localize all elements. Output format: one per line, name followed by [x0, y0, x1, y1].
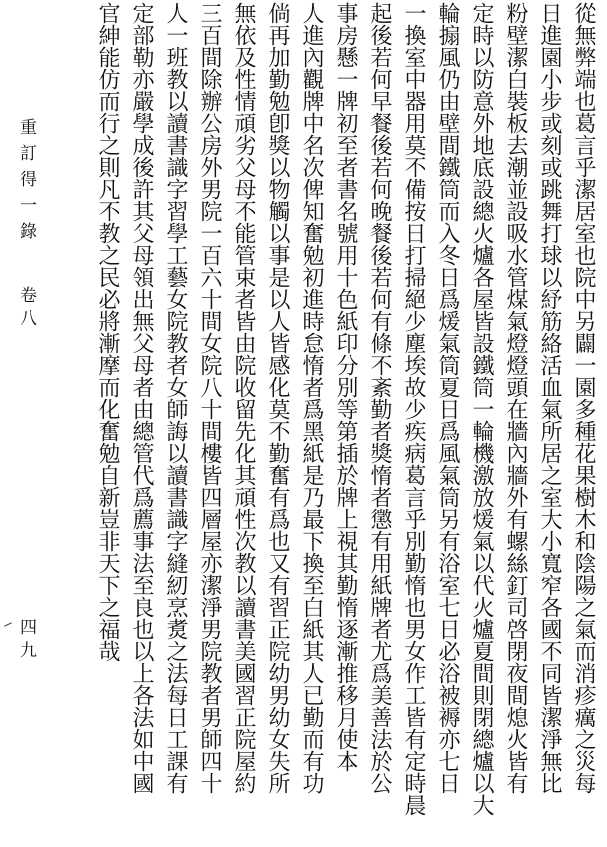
text-column-13: 人一班教以讀書識字習學工藝女院教者女師誨以讀書識字縫紉烹煑之法每日工課有 — [163, 2, 188, 794]
text-column-7: 起後若何早餐後若何晚餐後若何有條不紊勤者獎惰者懲有用紙牌者尤爲美善法於公 — [367, 2, 392, 794]
margin-tick-mark — [4, 622, 12, 626]
text-column-15: 官紳能仿而行之則凡不教之民必將漸摩而化奮勉自新豈非天下之福哉 — [95, 2, 120, 662]
margin-page-number: 四九 — [16, 618, 36, 664]
margin-volume: 卷八 — [16, 286, 36, 332]
text-column-9: 人進內觀牌中名次俾知奮勉初進時怠惰者爲黑紙是乃最下換至白紙其人已勤而有功 — [299, 2, 324, 794]
text-column-1: 從無弊端也葛言乎潔居室也院中另闢一園多種花果樹木和陰陽之氣而消疹癘之災每 — [571, 2, 596, 794]
text-column-11: 無依及性情頑劣父母不能管束者皆由院收留先化其頑性次教以讀書美國習正院屋約 — [231, 2, 256, 794]
text-column-3: 粉壁潔白裝板去潮並設吸水管煤氣燈燈頭在牆內牆外有螺絲釘司啓閉夜間熄火皆有 — [503, 2, 528, 794]
text-column-14: 定部勒亦嚴學成後許其父母領出無父母者由總管代爲薦事法至良也以上各法如中國 — [129, 2, 154, 794]
text-column-5: 輪搧風仍由壁間鐵筒而入冬日爲煖氣筒夏日爲風氣筒另有浴室七日必浴被褥亦七日 — [435, 2, 460, 794]
text-column-2: 日進園小步或刻或跳舞打球以紓筋絡活血氣所居之室大小寬窄各國不同皆潔淨無比 — [537, 2, 562, 794]
text-column-8: 事房懸一牌初至者書名號用十色紙印分別等第插於牌上視其勤惰逐漸推移月使本 — [333, 2, 358, 772]
text-column-6: 一換室中器用莫不備按日打掃絕少塵埃故少疾病葛言乎別勤惰也男女作工皆有定時晨 — [401, 2, 426, 816]
text-column-4: 定時以防意外地底設總火爐各屋皆設鐵筒一輪機激放煖氣以代火爐夏間則閉總爐以大 — [469, 2, 494, 816]
margin-book-title: 重訂得一錄 — [16, 118, 36, 248]
text-column-12: 三百間除辦公房外男院一百六十間女院八十間樓皆四層屋亦潔淨男院教者男師四十 — [197, 2, 222, 794]
text-column-10: 倘再加勤勉卽獎以物觸以事是以人皆感化莫不勤奮有爲也又有習正院幼男幼女失所 — [265, 2, 290, 794]
